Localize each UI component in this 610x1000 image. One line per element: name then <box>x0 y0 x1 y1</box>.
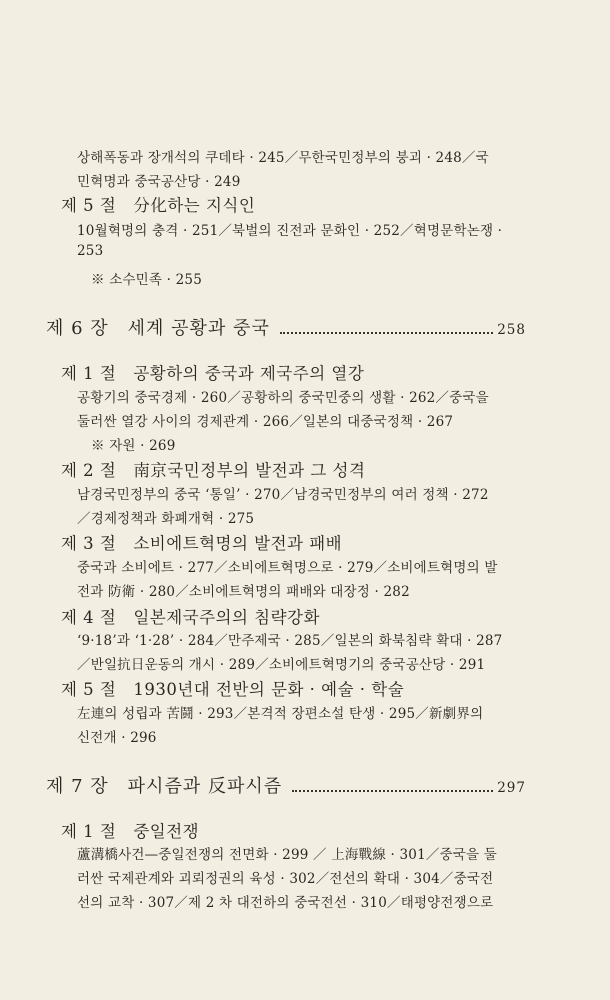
section-heading: 제 2 절 南京국민정부의 발전과 그 성격 <box>61 461 366 480</box>
chapter-page-number: 258 <box>497 322 526 338</box>
chapter-title: 제 6 장 세계 공황과 중국 <box>46 318 270 339</box>
toc-entry: 선의 교착 · 307／제 2 차 대전하의 중국전선 · 310／태평양전쟁으로 <box>77 895 494 911</box>
toc-entry: 전과 防衛 · 280／소비에트혁명의 패배와 대장정 · 282 <box>77 584 410 600</box>
toc-entry: 민혁명과 중국공산당 · 249 <box>77 174 241 190</box>
chapter-page-number: 297 <box>497 780 526 796</box>
toc-entry: 253 <box>77 243 104 259</box>
toc-entry: 중국과 소비에트 · 277／소비에트혁명으로 · 279／소비에트혁명의 발 <box>77 560 498 576</box>
toc-entry: 공황기의 중국경제 · 260／공황하의 중국민중의 생활 · 262／중국을 <box>77 390 489 406</box>
toc-entry: 러싼 국제관계와 괴뢰정권의 육성 · 302／전선의 확대 · 304／중국전 <box>77 871 494 887</box>
chapter-heading <box>46 314 526 340</box>
toc-entry: ／경제정책과 화폐개혁 · 275 <box>77 511 255 527</box>
section-heading: 제 1 절 공황하의 중국과 제국주의 열강 <box>61 364 365 383</box>
toc-entry: 상해폭동과 장개석의 쿠데타 · 245／무한국민정부의 붕괴 · 248／국 <box>77 150 489 166</box>
chapter-title: 제 7 장 파시즘과 反파시즘 <box>46 776 283 797</box>
toc-entry: 左連의 성립과 苦鬪 · 293／본격적 장편소설 탄생 · 295／新劇界의 <box>77 706 484 722</box>
toc-entry: 蘆溝橋사건—중일전쟁의 전면화 · 299 ／ 上海戰線 · 301／중국을 둘 <box>77 847 498 863</box>
toc-entry: 남경국민정부의 중국 ‘통일’ · 270／남경국민정부의 여러 정책 · 272 <box>77 487 489 503</box>
toc-entry: ‘9·18’과 ‘1·28’ · 284／만주제국 · 285／일본의 화북침략 확대 · 287 <box>77 633 503 649</box>
toc-entry: 둘러싼 열강 사이의 경제관계 · 266／일본의 대중국정책 · 267 <box>77 414 454 430</box>
toc-entry: 신전개 · 296 <box>77 730 157 746</box>
chapter-heading <box>46 772 526 798</box>
section-heading: 제 5 절 1930년대 전반의 문화 · 예술 · 학술 <box>61 680 405 699</box>
dot-leader <box>280 332 493 334</box>
section-heading: 제 3 절 소비에트혁명의 발전과 패배 <box>61 534 343 553</box>
toc-note: ※ 자원 · 269 <box>91 438 176 454</box>
section-heading: 제 1 절 중일전쟁 <box>61 822 200 841</box>
toc-note: ※ 소수민족 · 255 <box>91 272 202 288</box>
dot-leader <box>292 790 493 792</box>
section-heading: 제 5 절 分化하는 지식인 <box>61 196 256 215</box>
toc-entry: ／반일抗日운동의 개시 · 289／소비에트혁명기의 중국공산당 · 291 <box>77 657 486 673</box>
section-heading: 제 4 절 일본제국주의의 침략강화 <box>61 608 320 627</box>
toc-entry: 10월혁명의 충격 · 251／북벌의 진전과 문화인 · 252／혁명문학논쟁 · <box>77 223 503 239</box>
